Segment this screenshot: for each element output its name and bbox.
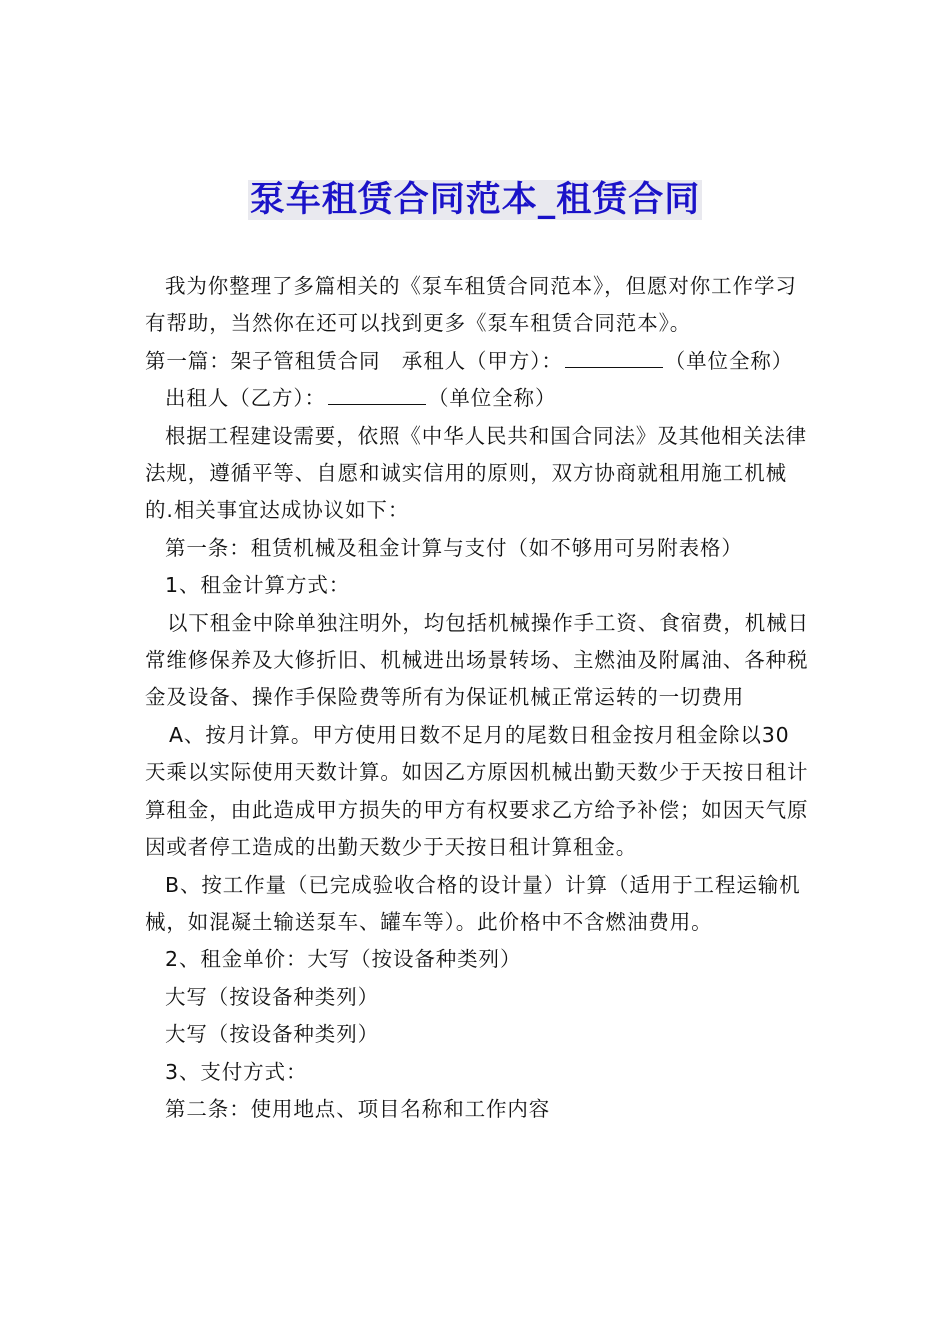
basis-paragraph: 根据工程建设需要，依照《中华人民共和国合同法》及其他相关法律法规，遵循平等、自愿和诚实信用的原则，双方协商就租用施工机械的.相关事宜达成协议如下： <box>145 423 807 523</box>
lessor-tail: （单位全称） <box>427 386 557 411</box>
intro-paragraph: 我为你整理了多篇相关的《泵车租赁合同范本》，但愿对你工作学习有帮助，当然你在还可以找到更多《泵车租赁合同范本》。 <box>145 274 797 336</box>
lessee-blank-line <box>565 349 663 368</box>
lessor-label: 出租人（乙方）： <box>165 386 326 411</box>
option-b-paragraph: B、按工作量（已完成验收合格的设计量）计算（适用于工程运输机械，如混凝土输送泵车、罐车等）。此价格中不含燃油费用。 <box>145 872 801 934</box>
rent-scope-paragraph: 以下租金中除单独注明外，均包括机械操作手工资、食宿费，机械日常维修保养及大修折旧、机械进出场景转场、主燃油及附属油、各种税金及设备、操作手保险费等所有为保证机械正常运转的一切费用 <box>145 610 809 710</box>
lessor-blank-line <box>328 386 426 405</box>
option-a-paragraph: A、按月计算。甲方使用日数不足月的尾数日租金按月租金除以30天乘以实际使用天数计算。如因乙方原因机械出勤天数少于天按日租计算租金，由此造成甲方损失的甲方有权要求乙方给予补偿；如因天气原因或者停工造成的出勤天数少于天按日租计算租金。 <box>145 722 809 860</box>
daxie-line-2: 大写（按设备种类列） <box>165 1022 379 1047</box>
lessor-line <box>145 380 810 417</box>
item1-heading: 1、租金计算方式： <box>165 573 351 598</box>
document-body <box>145 268 810 1128</box>
article2-heading: 第二条：使用地点、项目名称和工作内容 <box>165 1096 551 1121</box>
daxie-line-1: 大写（按设备种类列） <box>165 984 379 1009</box>
item2-heading: 2、租金单价：大写（按设备种类列） <box>165 947 522 972</box>
part1-heading <box>145 343 810 380</box>
item3-heading: 3、支付方式： <box>165 1059 308 1084</box>
document-title-text: 泵车租赁合同范本_租赁合同 <box>249 180 701 220</box>
article1-heading: 第一条：租赁机械及租金计算与支付（如不够用可另附表格） <box>165 535 743 560</box>
document-title <box>0 176 950 224</box>
part1-heading-tail: （单位全称） <box>664 348 794 373</box>
part1-heading-text: 第一篇：架子管租赁合同 承租人（甲方）： <box>145 348 563 373</box>
